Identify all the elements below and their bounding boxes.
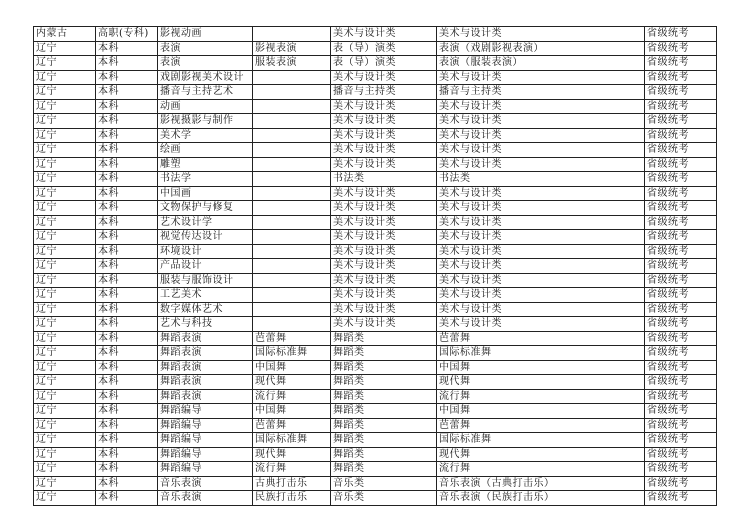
exam-category-cell: 国际标准舞 bbox=[437, 433, 645, 448]
major-cell: 影视动画 bbox=[158, 27, 253, 42]
category-cell: 舞蹈类 bbox=[331, 375, 437, 390]
exam-type-cell: 省级统考 bbox=[645, 418, 717, 433]
table-row bbox=[34, 447, 717, 462]
level-cell: 本科 bbox=[96, 41, 158, 56]
major-cell: 动画 bbox=[158, 99, 253, 114]
category-cell: 美术与设计类 bbox=[331, 143, 437, 158]
level-cell: 本科 bbox=[96, 418, 158, 433]
major-cell: 舞蹈编导 bbox=[158, 418, 253, 433]
province-cell: 辽宁 bbox=[34, 375, 96, 390]
direction-cell: 芭蕾舞 bbox=[253, 418, 331, 433]
exam-category-cell: 流行舞 bbox=[437, 462, 645, 477]
exam-type-cell: 省级统考 bbox=[645, 27, 717, 42]
level-cell: 本科 bbox=[96, 128, 158, 143]
exam-category-cell: 现代舞 bbox=[437, 447, 645, 462]
level-cell: 本科 bbox=[96, 230, 158, 245]
direction-cell bbox=[253, 99, 331, 114]
major-cell: 播音与主持艺术 bbox=[158, 85, 253, 100]
table-row bbox=[34, 331, 717, 346]
major-cell: 表演 bbox=[158, 56, 253, 71]
exam-category-cell: 书法类 bbox=[437, 172, 645, 187]
table-row bbox=[34, 462, 717, 477]
level-cell: 本科 bbox=[96, 317, 158, 332]
exam-type-cell: 省级统考 bbox=[645, 273, 717, 288]
exam-type-cell: 省级统考 bbox=[645, 99, 717, 114]
province-cell: 辽宁 bbox=[34, 360, 96, 375]
direction-cell bbox=[253, 259, 331, 274]
direction-cell bbox=[253, 244, 331, 259]
major-cell: 舞蹈编导 bbox=[158, 447, 253, 462]
major-cell: 美术学 bbox=[158, 128, 253, 143]
category-cell: 书法类 bbox=[331, 172, 437, 187]
exam-type-cell: 省级统考 bbox=[645, 244, 717, 259]
exam-category-cell: 美术与设计类 bbox=[437, 186, 645, 201]
exam-type-cell: 省级统考 bbox=[645, 302, 717, 317]
major-cell: 舞蹈编导 bbox=[158, 433, 253, 448]
table-body bbox=[34, 27, 717, 506]
table-row bbox=[34, 41, 717, 56]
level-cell: 本科 bbox=[96, 56, 158, 71]
level-cell: 本科 bbox=[96, 360, 158, 375]
exam-type-cell: 省级统考 bbox=[645, 186, 717, 201]
exam-type-cell: 省级统考 bbox=[645, 143, 717, 158]
exam-category-cell: 中国舞 bbox=[437, 360, 645, 375]
province-cell: 辽宁 bbox=[34, 114, 96, 129]
exam-category-cell: 美术与设计类 bbox=[437, 70, 645, 85]
province-cell: 辽宁 bbox=[34, 230, 96, 245]
level-cell: 本科 bbox=[96, 389, 158, 404]
category-cell: 美术与设计类 bbox=[331, 302, 437, 317]
province-cell: 辽宁 bbox=[34, 288, 96, 303]
major-cell: 戏剧影视美术设计 bbox=[158, 70, 253, 85]
province-cell: 内蒙古 bbox=[34, 27, 96, 42]
province-cell: 辽宁 bbox=[34, 157, 96, 172]
level-cell: 本科 bbox=[96, 375, 158, 390]
province-cell: 辽宁 bbox=[34, 346, 96, 361]
category-cell: 美术与设计类 bbox=[331, 273, 437, 288]
province-cell: 辽宁 bbox=[34, 418, 96, 433]
exam-category-cell: 播音与主持类 bbox=[437, 85, 645, 100]
level-cell: 本科 bbox=[96, 288, 158, 303]
exam-category-cell: 美术与设计类 bbox=[437, 143, 645, 158]
table-row bbox=[34, 302, 717, 317]
exam-category-cell: 美术与设计类 bbox=[437, 317, 645, 332]
exam-category-cell: 美术与设计类 bbox=[437, 259, 645, 274]
major-cell: 服装与服饰设计 bbox=[158, 273, 253, 288]
exam-type-cell: 省级统考 bbox=[645, 70, 717, 85]
province-cell: 辽宁 bbox=[34, 143, 96, 158]
exam-category-cell: 美术与设计类 bbox=[437, 114, 645, 129]
major-cell: 视觉传达设计 bbox=[158, 230, 253, 245]
direction-cell bbox=[253, 143, 331, 158]
level-cell: 本科 bbox=[96, 244, 158, 259]
direction-cell bbox=[253, 172, 331, 187]
category-cell: 美术与设计类 bbox=[331, 215, 437, 230]
table-row bbox=[34, 244, 717, 259]
category-cell: 美术与设计类 bbox=[331, 70, 437, 85]
table-row bbox=[34, 99, 717, 114]
major-cell: 文物保护与修复 bbox=[158, 201, 253, 216]
province-cell: 辽宁 bbox=[34, 433, 96, 448]
province-cell: 辽宁 bbox=[34, 201, 96, 216]
table-row bbox=[34, 404, 717, 419]
major-cell: 绘画 bbox=[158, 143, 253, 158]
exam-type-cell: 省级统考 bbox=[645, 128, 717, 143]
province-cell: 辽宁 bbox=[34, 244, 96, 259]
direction-cell: 服装表演 bbox=[253, 56, 331, 71]
category-cell: 美术与设计类 bbox=[331, 230, 437, 245]
direction-cell: 国际标准舞 bbox=[253, 433, 331, 448]
level-cell: 本科 bbox=[96, 476, 158, 491]
province-cell: 辽宁 bbox=[34, 186, 96, 201]
table-row bbox=[34, 476, 717, 491]
direction-cell bbox=[253, 230, 331, 245]
table-row bbox=[34, 114, 717, 129]
category-cell: 美术与设计类 bbox=[331, 259, 437, 274]
major-cell: 舞蹈表演 bbox=[158, 375, 253, 390]
province-cell: 辽宁 bbox=[34, 389, 96, 404]
province-cell: 辽宁 bbox=[34, 259, 96, 274]
category-cell: 舞蹈类 bbox=[331, 462, 437, 477]
exam-category-cell: 表演（戏剧影视表演） bbox=[437, 41, 645, 56]
exam-type-cell: 省级统考 bbox=[645, 360, 717, 375]
exam-type-cell: 省级统考 bbox=[645, 317, 717, 332]
direction-cell bbox=[253, 273, 331, 288]
category-cell: 美术与设计类 bbox=[331, 288, 437, 303]
table-row bbox=[34, 172, 717, 187]
exam-category-cell: 美术与设计类 bbox=[437, 215, 645, 230]
category-cell: 美术与设计类 bbox=[331, 317, 437, 332]
level-cell: 本科 bbox=[96, 346, 158, 361]
direction-cell: 现代舞 bbox=[253, 447, 331, 462]
category-cell: 音乐类 bbox=[331, 491, 437, 506]
major-cell: 环境设计 bbox=[158, 244, 253, 259]
table-row bbox=[34, 143, 717, 158]
exam-type-cell: 省级统考 bbox=[645, 259, 717, 274]
level-cell: 本科 bbox=[96, 331, 158, 346]
province-cell: 辽宁 bbox=[34, 128, 96, 143]
table-row bbox=[34, 259, 717, 274]
direction-cell bbox=[253, 186, 331, 201]
level-cell: 本科 bbox=[96, 85, 158, 100]
direction-cell bbox=[253, 317, 331, 332]
exam-type-cell: 省级统考 bbox=[645, 288, 717, 303]
table-row bbox=[34, 418, 717, 433]
province-cell: 辽宁 bbox=[34, 491, 96, 506]
exam-type-cell: 省级统考 bbox=[645, 389, 717, 404]
direction-cell bbox=[253, 288, 331, 303]
level-cell: 本科 bbox=[96, 172, 158, 187]
exam-type-cell: 省级统考 bbox=[645, 447, 717, 462]
major-cell: 音乐表演 bbox=[158, 476, 253, 491]
level-cell: 本科 bbox=[96, 433, 158, 448]
province-cell: 辽宁 bbox=[34, 331, 96, 346]
exam-category-cell: 流行舞 bbox=[437, 389, 645, 404]
table-row bbox=[34, 70, 717, 85]
table-row bbox=[34, 389, 717, 404]
exam-category-cell: 美术与设计类 bbox=[437, 99, 645, 114]
exam-category-cell: 美术与设计类 bbox=[437, 157, 645, 172]
category-cell: 美术与设计类 bbox=[331, 157, 437, 172]
category-cell: 美术与设计类 bbox=[331, 27, 437, 42]
table-row bbox=[34, 360, 717, 375]
level-cell: 本科 bbox=[96, 491, 158, 506]
province-cell: 辽宁 bbox=[34, 476, 96, 491]
direction-cell: 国际标准舞 bbox=[253, 346, 331, 361]
category-cell: 表（导）演类 bbox=[331, 41, 437, 56]
major-cell: 舞蹈表演 bbox=[158, 360, 253, 375]
direction-cell: 中国舞 bbox=[253, 360, 331, 375]
major-cell: 舞蹈编导 bbox=[158, 404, 253, 419]
table-row bbox=[34, 157, 717, 172]
level-cell: 本科 bbox=[96, 114, 158, 129]
direction-cell: 芭蕾舞 bbox=[253, 331, 331, 346]
direction-cell bbox=[253, 157, 331, 172]
level-cell: 本科 bbox=[96, 157, 158, 172]
category-cell: 舞蹈类 bbox=[331, 447, 437, 462]
table-row bbox=[34, 288, 717, 303]
exam-type-cell: 省级统考 bbox=[645, 157, 717, 172]
table-row bbox=[34, 215, 717, 230]
direction-cell: 民族打击乐 bbox=[253, 491, 331, 506]
major-cell: 工艺美术 bbox=[158, 288, 253, 303]
level-cell: 本科 bbox=[96, 259, 158, 274]
table-row bbox=[34, 128, 717, 143]
exam-category-cell: 音乐表演（民族打击乐） bbox=[437, 491, 645, 506]
level-cell: 本科 bbox=[96, 447, 158, 462]
table-row bbox=[34, 201, 717, 216]
exam-category-cell: 美术与设计类 bbox=[437, 201, 645, 216]
level-cell: 高职(专科) bbox=[96, 27, 158, 42]
province-cell: 辽宁 bbox=[34, 404, 96, 419]
province-cell: 辽宁 bbox=[34, 99, 96, 114]
category-cell: 表（导）演类 bbox=[331, 56, 437, 71]
province-cell: 辽宁 bbox=[34, 85, 96, 100]
province-cell: 辽宁 bbox=[34, 56, 96, 71]
exam-category-cell: 美术与设计类 bbox=[437, 288, 645, 303]
exam-type-cell: 省级统考 bbox=[645, 41, 717, 56]
level-cell: 本科 bbox=[96, 70, 158, 85]
category-cell: 音乐类 bbox=[331, 476, 437, 491]
category-cell: 美术与设计类 bbox=[331, 244, 437, 259]
direction-cell bbox=[253, 85, 331, 100]
province-cell: 辽宁 bbox=[34, 462, 96, 477]
exam-type-cell: 省级统考 bbox=[645, 172, 717, 187]
table-row bbox=[34, 27, 717, 42]
table-row bbox=[34, 85, 717, 100]
direction-cell bbox=[253, 70, 331, 85]
province-cell: 辽宁 bbox=[34, 172, 96, 187]
exam-type-cell: 省级统考 bbox=[645, 215, 717, 230]
exam-type-cell: 省级统考 bbox=[645, 404, 717, 419]
major-cell: 舞蹈表演 bbox=[158, 346, 253, 361]
exam-category-cell: 美术与设计类 bbox=[437, 230, 645, 245]
exam-category-cell: 美术与设计类 bbox=[437, 128, 645, 143]
level-cell: 本科 bbox=[96, 215, 158, 230]
direction-cell bbox=[253, 27, 331, 42]
exam-type-cell: 省级统考 bbox=[645, 114, 717, 129]
category-cell: 美术与设计类 bbox=[331, 186, 437, 201]
province-cell: 辽宁 bbox=[34, 302, 96, 317]
category-cell: 舞蹈类 bbox=[331, 433, 437, 448]
exam-type-cell: 省级统考 bbox=[645, 462, 717, 477]
exam-category-cell: 美术与设计类 bbox=[437, 27, 645, 42]
category-cell: 舞蹈类 bbox=[331, 360, 437, 375]
direction-cell bbox=[253, 114, 331, 129]
direction-cell: 影视表演 bbox=[253, 41, 331, 56]
exam-type-cell: 省级统考 bbox=[645, 375, 717, 390]
category-cell: 舞蹈类 bbox=[331, 389, 437, 404]
exam-type-cell: 省级统考 bbox=[645, 491, 717, 506]
table-row bbox=[34, 346, 717, 361]
major-cell: 表演 bbox=[158, 41, 253, 56]
category-cell: 美术与设计类 bbox=[331, 114, 437, 129]
exam-type-cell: 省级统考 bbox=[645, 476, 717, 491]
exam-category-cell: 美术与设计类 bbox=[437, 273, 645, 288]
table-row bbox=[34, 491, 717, 506]
table-row bbox=[34, 375, 717, 390]
level-cell: 本科 bbox=[96, 462, 158, 477]
direction-cell: 古典打击乐 bbox=[253, 476, 331, 491]
major-cell: 舞蹈表演 bbox=[158, 389, 253, 404]
major-cell: 书法学 bbox=[158, 172, 253, 187]
major-cell: 数字媒体艺术 bbox=[158, 302, 253, 317]
major-cell: 雕塑 bbox=[158, 157, 253, 172]
table-row bbox=[34, 317, 717, 332]
category-cell: 美术与设计类 bbox=[331, 201, 437, 216]
exam-category-cell: 美术与设计类 bbox=[437, 302, 645, 317]
category-cell: 播音与主持类 bbox=[331, 85, 437, 100]
table-row bbox=[34, 273, 717, 288]
major-cell: 产品设计 bbox=[158, 259, 253, 274]
table-row bbox=[34, 230, 717, 245]
direction-cell bbox=[253, 128, 331, 143]
exam-type-cell: 省级统考 bbox=[645, 346, 717, 361]
exam-category-cell: 表演（服装表演） bbox=[437, 56, 645, 71]
admissions-table bbox=[33, 26, 717, 506]
table-row bbox=[34, 56, 717, 71]
major-cell: 音乐表演 bbox=[158, 491, 253, 506]
level-cell: 本科 bbox=[96, 201, 158, 216]
direction-cell bbox=[253, 215, 331, 230]
exam-category-cell: 美术与设计类 bbox=[437, 244, 645, 259]
category-cell: 舞蹈类 bbox=[331, 418, 437, 433]
exam-type-cell: 省级统考 bbox=[645, 56, 717, 71]
exam-type-cell: 省级统考 bbox=[645, 230, 717, 245]
direction-cell: 流行舞 bbox=[253, 462, 331, 477]
exam-category-cell: 国际标准舞 bbox=[437, 346, 645, 361]
category-cell: 舞蹈类 bbox=[331, 331, 437, 346]
exam-type-cell: 省级统考 bbox=[645, 433, 717, 448]
level-cell: 本科 bbox=[96, 186, 158, 201]
level-cell: 本科 bbox=[96, 302, 158, 317]
table-row bbox=[34, 433, 717, 448]
province-cell: 辽宁 bbox=[34, 70, 96, 85]
level-cell: 本科 bbox=[96, 273, 158, 288]
province-cell: 辽宁 bbox=[34, 317, 96, 332]
direction-cell: 流行舞 bbox=[253, 389, 331, 404]
major-cell: 艺术设计学 bbox=[158, 215, 253, 230]
exam-category-cell: 音乐表演（古典打击乐） bbox=[437, 476, 645, 491]
major-cell: 中国画 bbox=[158, 186, 253, 201]
direction-cell bbox=[253, 302, 331, 317]
province-cell: 辽宁 bbox=[34, 273, 96, 288]
major-cell: 舞蹈编导 bbox=[158, 462, 253, 477]
exam-type-cell: 省级统考 bbox=[645, 201, 717, 216]
province-cell: 辽宁 bbox=[34, 215, 96, 230]
province-cell: 辽宁 bbox=[34, 447, 96, 462]
category-cell: 舞蹈类 bbox=[331, 404, 437, 419]
exam-type-cell: 省级统考 bbox=[645, 85, 717, 100]
exam-category-cell: 芭蕾舞 bbox=[437, 418, 645, 433]
category-cell: 美术与设计类 bbox=[331, 128, 437, 143]
major-cell: 舞蹈表演 bbox=[158, 331, 253, 346]
direction-cell: 中国舞 bbox=[253, 404, 331, 419]
exam-category-cell: 中国舞 bbox=[437, 404, 645, 419]
major-cell: 艺术与科技 bbox=[158, 317, 253, 332]
level-cell: 本科 bbox=[96, 99, 158, 114]
exam-type-cell: 省级统考 bbox=[645, 331, 717, 346]
exam-category-cell: 芭蕾舞 bbox=[437, 331, 645, 346]
table-row bbox=[34, 186, 717, 201]
level-cell: 本科 bbox=[96, 404, 158, 419]
category-cell: 美术与设计类 bbox=[331, 99, 437, 114]
province-cell: 辽宁 bbox=[34, 41, 96, 56]
direction-cell: 现代舞 bbox=[253, 375, 331, 390]
exam-category-cell: 现代舞 bbox=[437, 375, 645, 390]
level-cell: 本科 bbox=[96, 143, 158, 158]
major-cell: 影视摄影与制作 bbox=[158, 114, 253, 129]
category-cell: 舞蹈类 bbox=[331, 346, 437, 361]
direction-cell bbox=[253, 201, 331, 216]
